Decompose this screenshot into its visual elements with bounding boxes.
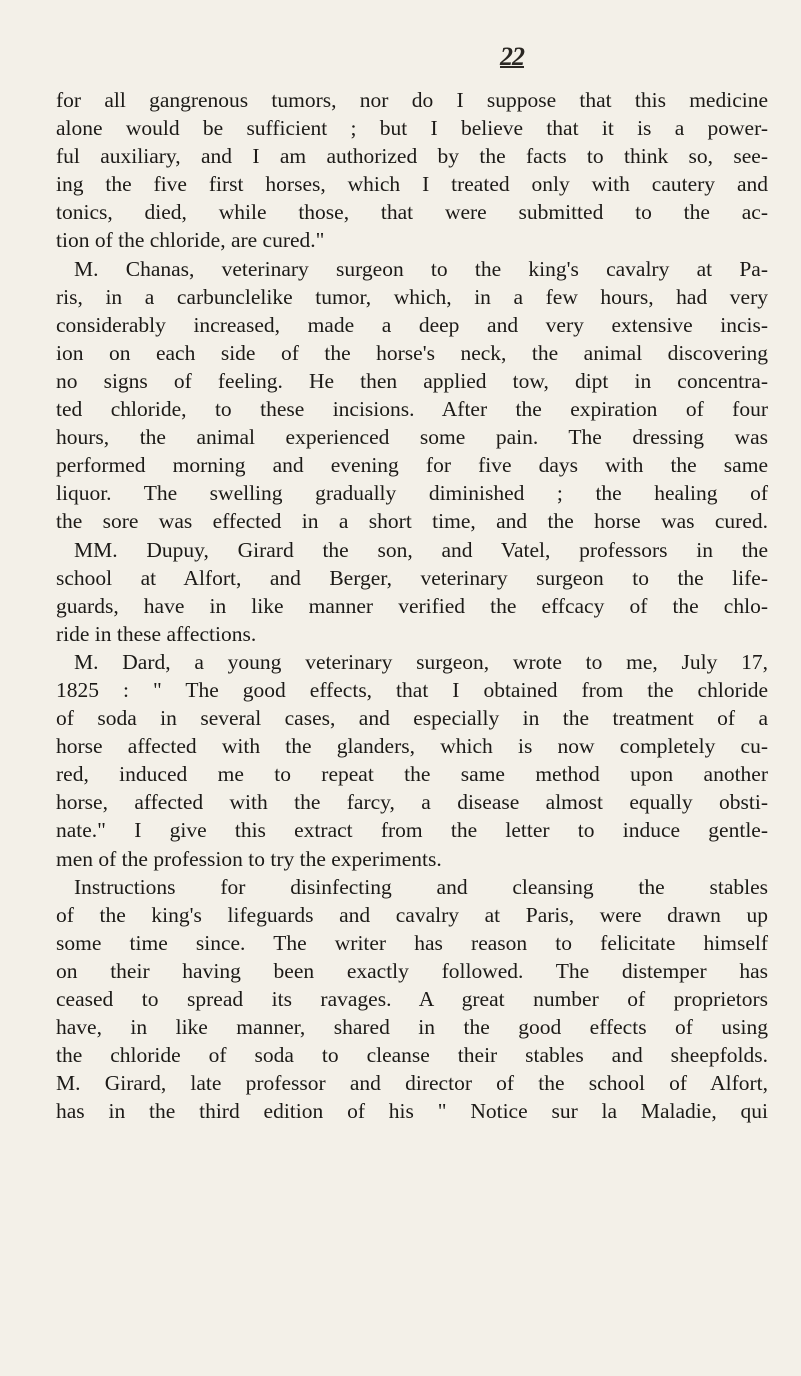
text-line: no signs of feeling. He then applied tow, dipt in concentra- [56,368,768,393]
text-line: M. Chanas, veterinary surgeon to the king's cavalry at Pa- [74,256,768,281]
text-line: horse affected with the glanders, which is now completely cu- [56,734,768,759]
text-line: ful auxiliary, and I am authorized by the facts to think so, see- [56,144,768,169]
text-line: MM. Dupuy, Girard the son, and Vatel, professors in the [74,537,768,562]
text-line: some time since. The writer has reason to felicitate himself [56,930,768,955]
text-line: ceased to spread its ravages. A great number of proprietors [56,987,768,1011]
text-line: ris, in a carbunclelike tumor, which, in a few hours, had very [56,284,768,309]
text-line: for all gangrenous tumors, nor do I suppose that this medicine [56,88,768,112]
text-line: ing the five first horses, which I treated only with cautery and [56,172,768,197]
text-line: of soda in several cases, and especially in the treatment of a [56,706,768,731]
text-line: on their having been exactly followed. The distemper has [56,958,768,983]
text-line: Instructions for disinfecting and cleansing the stables [74,874,768,899]
text-line: ride in these affections. [56,621,257,646]
text-line: tonics, died, while those, that were submitted to the ac- [56,200,768,225]
text-line: the chloride of soda to cleanse their stables and sheepfolds. [56,1043,768,1068]
text-line: ion on each side of the horse's neck, the animal discovering [56,340,768,365]
text-line: M. Dard, a young veterinary surgeon, wrote to me, July 17, [74,649,768,674]
text-line: of the king's lifeguards and cavalry at Paris, were drawn up [56,902,768,927]
text-line: school at Alfort, and Berger, veterinary surgeon to the life- [56,565,768,590]
text-line: nate." I give this extract from the letter to induce gentle- [56,818,768,843]
text-line: 1825 : " The good effects, that I obtained from the chloride [56,677,768,702]
page-number: 22 [500,42,524,71]
text-line: has in the third edition of his " Notice sur la Maladie, qui [56,1099,768,1124]
text-line: liquor. The swelling gradually diminished ; the healing of [56,481,768,506]
text-line: men of the profession to try the experiments. [56,846,442,871]
text-line: horse, affected with the farcy, a disease almost equally obsti- [56,790,768,815]
text-line: performed morning and evening for five days with the same [56,453,768,478]
text-line: the sore was effected in a short time, and the horse was cured. [56,509,768,534]
text-line: considerably increased, made a deep and very extensive incis- [56,312,768,337]
text-line: M. Girard, late professor and director of the school of Alfort, [56,1071,768,1096]
text-line: ted chloride, to these incisions. After the expiration of four [56,397,768,422]
text-line: alone would be sufficient ; but I believe that it is a power- [56,116,768,141]
text-line: hours, the animal experienced some pain. The dressing was [56,425,768,450]
text-line: tion of the chloride, are cured." [56,228,325,253]
text-line: red, induced me to repeat the same method upon another [56,762,768,787]
body-text [56,86,768,1125]
text-line: guards, have in like manner verified the effcacy of the chlo- [56,593,768,618]
text-line: have, in like manner, shared in the good effects of using [56,1015,768,1040]
